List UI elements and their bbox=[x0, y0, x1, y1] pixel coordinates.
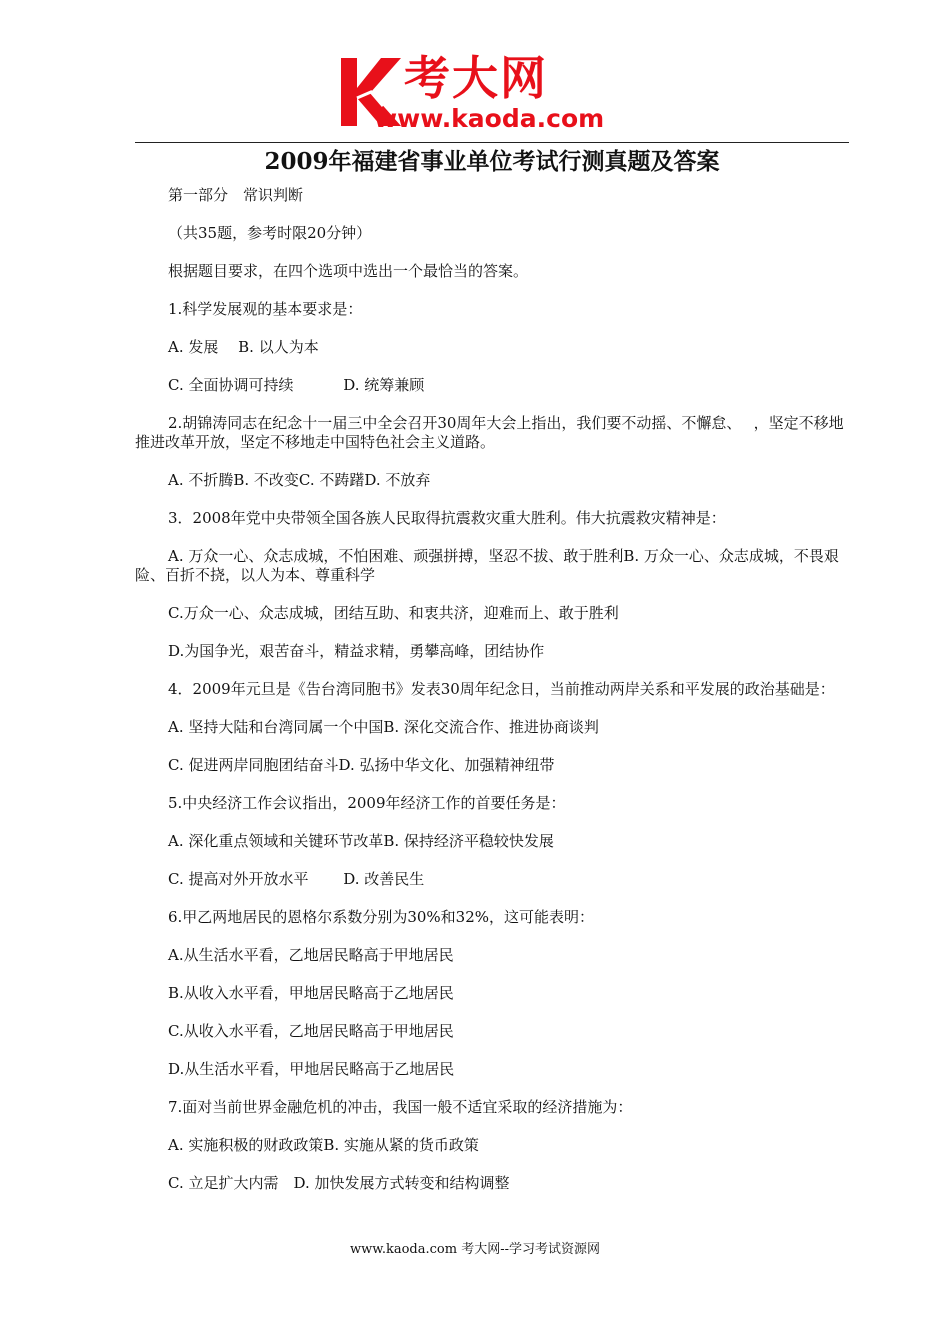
question-4-options-cd: C. 促进两岸同胞团结奋斗D. 弘扬中华文化、加强精神纽带 bbox=[168, 756, 555, 774]
question-3-option-c: C.万众一心、众志成城，团结互助、和衷共济，迎难而上、敢于胜利 bbox=[168, 604, 619, 622]
question-1-options-cd: C. 全面协调可持续 D. 统筹兼顾 bbox=[168, 376, 425, 394]
question-6-option-c: C.从收入水平看，乙地居民略高于甲地居民 bbox=[168, 1022, 454, 1040]
question-6-option-d: D.从生活水平看，甲地居民略高于乙地居民 bbox=[168, 1060, 455, 1078]
logo-chinese-name: 考大网 bbox=[404, 51, 548, 105]
question-7: 7.面对当前世界金融危机的冲击，我国一般不适宜采取的经济措施为： bbox=[168, 1098, 633, 1116]
page-footer: www.kaoda.com 考大网--学习考试资源网 bbox=[350, 1242, 600, 1257]
document-body bbox=[135, 186, 849, 1212]
section-heading: 第一部分 常识判断 bbox=[168, 186, 304, 204]
page-title: 2009年福建省事业单位考试行测真题及答案 bbox=[264, 148, 720, 175]
question-5: 5.中央经济工作会议指出，2009年经济工作的首要任务是： bbox=[168, 794, 566, 812]
question-6: 6.甲乙两地居民的恩格尔系数分别为30%和32%，这可能表明： bbox=[168, 908, 594, 926]
question-4-options-ab: A. 坚持大陆和台湾同属一个中国B. 深化交流合作、推进协商谈判 bbox=[168, 718, 599, 736]
question-6-option-b: B.从收入水平看，甲地居民略高于乙地居民 bbox=[168, 984, 454, 1002]
logo-url: www.kaoda.com bbox=[374, 104, 605, 133]
question-4: 4．2009年元旦是《告台湾同胞书》发表30周年纪念日，当前推动两岸关系和平发展的政治基础是： bbox=[168, 680, 835, 698]
instructions: 根据题目要求，在四个选项中选出一个最恰当的答案。 bbox=[168, 262, 529, 280]
site-logo[interactable] bbox=[330, 52, 660, 138]
header-divider bbox=[135, 142, 849, 143]
question-3-options-ab: A. 万众一心、众志成城，不怕困难、顽强拼搏，坚忍不拔、敢于胜利B. 万众一心、众志成城，不畏艰险、百折不挠，以人为本、尊重科学 bbox=[135, 547, 839, 584]
question-5-options-ab: A. 深化重点领域和关键环节改革B. 保持经济平稳较快发展 bbox=[168, 832, 554, 850]
question-1-options-ab: A. 发展 B. 以人为本 bbox=[168, 338, 319, 356]
question-2-options: A. 不折腾B. 不改变C. 不踌躇D. 不放弃 bbox=[168, 471, 431, 489]
question-7-options-ab: A. 实施积极的财政政策B. 实施从紧的货币政策 bbox=[168, 1136, 479, 1154]
question-5-options-cd: C. 提高对外开放水平 D. 改善民生 bbox=[168, 870, 425, 888]
question-3: 3．2008年党中央带领全国各族人民取得抗震救灾重大胜利。伟大抗震救灾精神是： bbox=[168, 509, 726, 527]
question-1: 1.科学发展观的基本要求是： bbox=[168, 300, 363, 318]
question-3-option-d: D.为国争光，艰苦奋斗，精益求精，勇攀高峰，团结协作 bbox=[168, 642, 545, 660]
question-6-option-a: A.从生活水平看，乙地居民略高于甲地居民 bbox=[168, 946, 454, 964]
question-2: 2.胡锦涛同志在纪念十一届三中全会召开30周年大会上指出，我们要不动摇、不懈怠、 ，坚定不移地推进改革开放，坚定不移地走中国特色社会主义道路。 bbox=[135, 414, 844, 451]
section-note: （共35题，参考时限20分钟） bbox=[168, 224, 372, 242]
question-7-options-cd: C. 立足扩大内需 D. 加快发展方式转变和结构调整 bbox=[168, 1174, 510, 1192]
